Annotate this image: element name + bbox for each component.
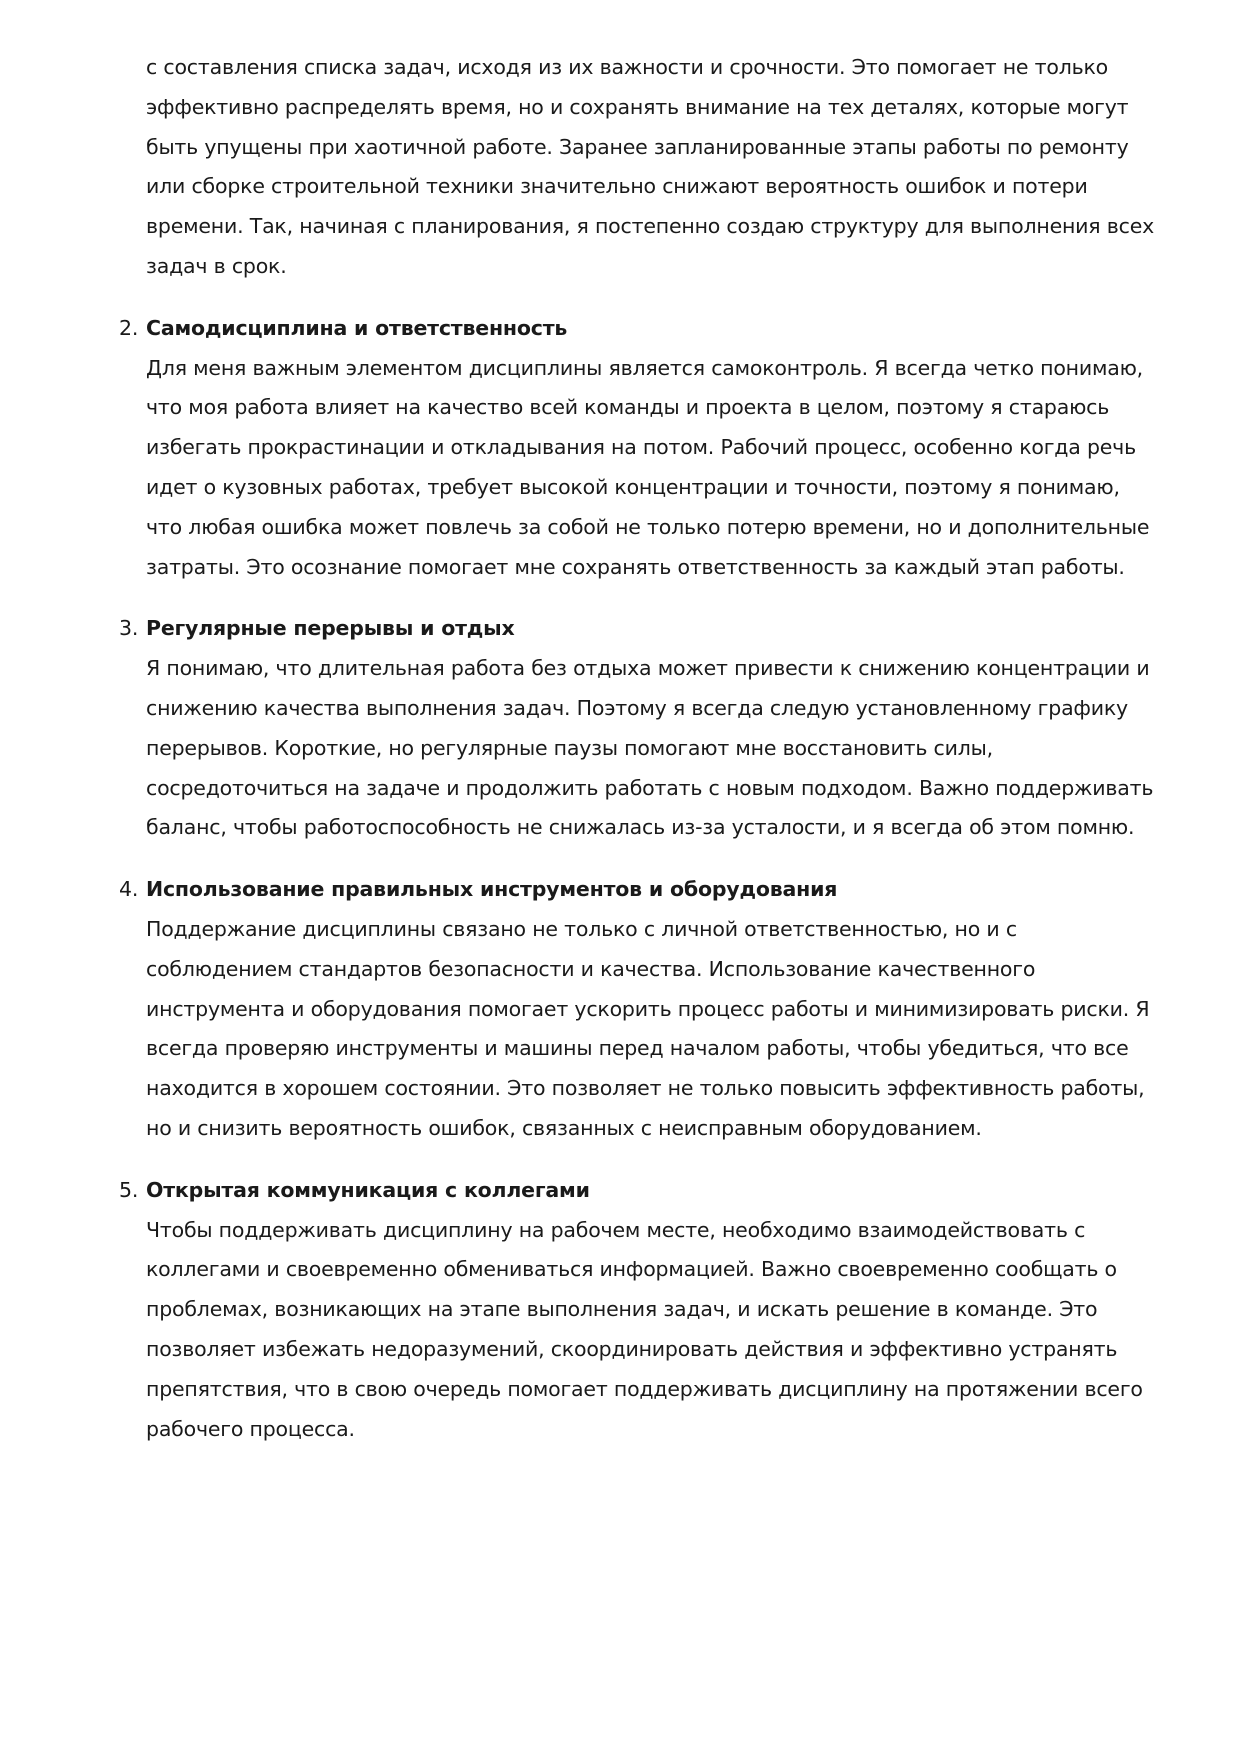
list-item-body: Я понимаю, что длительная работа без отдыха может привести к снижению концентрации и снижению качества выполнения задач. Поэтому я всегда следую установленному графику перерывов. Короткие, но регулярные паузы помогают мне восстановить силы, сосредоточиться на задаче и продолжить работать с новым подходом. Важно поддерживать баланс, чтобы работоспособность не снижалась из-за усталости, и я всегда об этом помню.: [146, 656, 1154, 840]
list-item: [0, 609, 1239, 848]
list-item-heading: [119, 1171, 1156, 1211]
list-item-title: Самодисциплина и ответственность: [146, 315, 568, 340]
list-item-number: 4.: [119, 877, 139, 902]
list-item-title: Регулярные перерывы и отдых: [146, 616, 515, 641]
list-item-body: Чтобы поддерживать дисциплину на рабочем месте, необходимо взаимодействовать с коллегами и своевременно обмениваться информацией. Важно своевременно сообщать о проблемах, возникающих на этапе выполнения задач, и искать решение в команде. Это позволяет избежать недоразумений, скоординировать действия и эффективно устранять препятствия, что в свою очередь помогает поддерживать дисциплину на протяжении всего рабочего процесса.: [146, 1217, 1143, 1441]
list-item-title: Открытая коммуникация с коллегами: [146, 1177, 590, 1202]
list-item-body: Поддержание дисциплины связано не только с личной ответственностью, но и с соблюдением стандартов безопасности и качества. Использование качественного инструмента и оборудования помогает ускорить процесс работы и минимизировать риски. Я всегда проверяю инструменты и машины перед началом работы, чтобы убедиться, что все находится в хорошем состоянии. Это позволяет не только повысить эффективность работы, но и снизить вероятность ошибок, связанных с неисправным оборудованием.: [146, 916, 1150, 1140]
list-item: [0, 1171, 1239, 1450]
document-page: [0, 48, 1239, 1449]
list-item-heading: [119, 870, 1156, 910]
list-item-body: Для меня важным элементом дисциплины является самоконтроль. Я всегда четко понимаю, что моя работа влияет на качество всей команды и проекта в целом, поэтому я стараюсь избегать прокрастинации и откладывания на потом. Рабочий процесс, особенно когда речь идет о кузовных работах, требует высокой концентрации и точности, поэтому я понимаю, что любая ошибка может повлечь за собой не только потерю времени, но и дополнительные затраты. Это осознание помогает мне сохранять ответственность за каждый этап работы.: [146, 355, 1150, 579]
list-item-number: 3.: [119, 616, 139, 641]
list-item: [0, 870, 1239, 1149]
list-item-heading: [119, 609, 1156, 649]
lead-paragraph: с составления списка задач, исходя из их важности и срочности. Это помогает не только эффективно распределять время, но и сохранять внимание на тех деталях, которые могут быть упущены при хаотичной работе. Заранее запланированные этапы работы по ремонту или сборке строительной техники значительно снижают вероятность ошибок и потери времени. Так, начиная с планирования, я постепенно создаю структуру для выполнения всех задач в срок.: [146, 55, 1155, 278]
list-item-number: 2.: [119, 315, 139, 340]
list-item-heading: [119, 309, 1156, 349]
list-item-number: 5.: [119, 1177, 139, 1202]
list-item: [0, 309, 1239, 588]
list-item-title: Использование правильных инструментов и оборудования: [146, 877, 838, 902]
